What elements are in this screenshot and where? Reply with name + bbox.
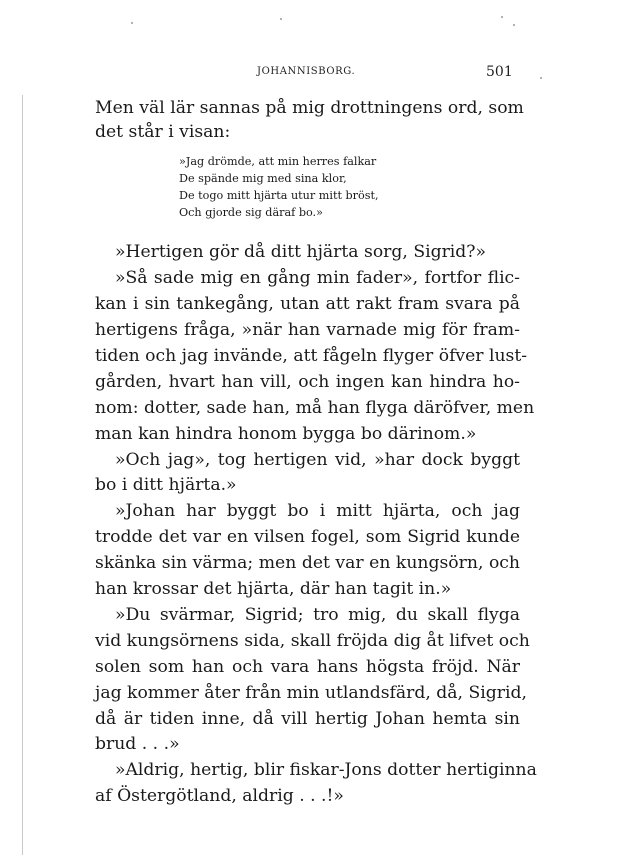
text-line: Men väl lär sannas på mig drottningens ord, som [95,98,524,118]
text-line: man kan hindra honom bygga bo därinom.» [95,424,477,444]
poem-line: »Jag drömde, att min herres falkar [179,155,377,168]
scan-speck [131,22,133,24]
running-head: JOHANNISBORG. [257,66,356,77]
poem-line: Och gjorde sig däraf bo.» [179,206,323,219]
text-line: nom: dotter, sade han, må han flyga däröfver, men [95,398,535,418]
text-line: »Du svärmar, Sigrid; tro mig, du skall flyga [115,605,520,625]
page-header [0,66,627,82]
text-line: kan i sin tankegång, utan att rakt fram svara på [95,294,520,314]
page-number: 501 [486,64,513,80]
text-line: af Östergötland, aldrig . . .!» [95,786,344,806]
text-line: gården, hvart han vill, och ingen kan hindra ho- [95,372,520,392]
text-line: det står i visan: [95,122,231,142]
text-line: »Och jag», tog hertigen vid, »har dock byggt [115,450,520,470]
text-line: hertigens fråga, »när han varnade mig för fram- [95,320,520,340]
text-line: brud . . .» [95,734,180,754]
text-line: trodde det var en vilsen fogel, som Sigrid kunde [95,527,520,547]
text-line: han krossar det hjärta, där han tagit in.» [95,579,452,599]
poem-line: De spände mig med sina klor, [179,172,347,185]
text-line: bo i ditt hjärta.» [95,475,237,495]
text-line: då är tiden inne, då vill hertig Johan hemta sin [95,709,520,729]
text-line: »Hertigen gör då ditt hjärta sorg, Sigrid?» [115,242,487,262]
text-line: »Så sade mig en gång min fader», fortfor flic- [115,268,520,288]
text-line: vid kungsörnens sida, skall fröjda dig åt lifvet och [95,631,530,651]
text-line: tiden och jag invände, att fågeln flyger öfver lust- [95,346,528,366]
text-line: »Johan har byggt bo i mitt hjärta, och jag [115,501,520,521]
text-line: skänka sin värma; men det var en kungsörn, och [95,553,520,573]
text-line: »Aldrig, hertig, blir fiskar-Jons dotter hertiginna [115,760,537,780]
scan-speck [501,16,503,18]
scan-speck [513,24,515,26]
text-line: jag kommer åter från min utlandsfärd, då, Sigrid, [95,683,527,703]
scan-speck [280,18,282,20]
left-margin-scan-mark [22,95,23,855]
text-line: solen som han och vara hans högsta fröjd. När [95,657,520,677]
poem-line: De togo mitt hjärta utur mitt bröst, [179,189,379,202]
